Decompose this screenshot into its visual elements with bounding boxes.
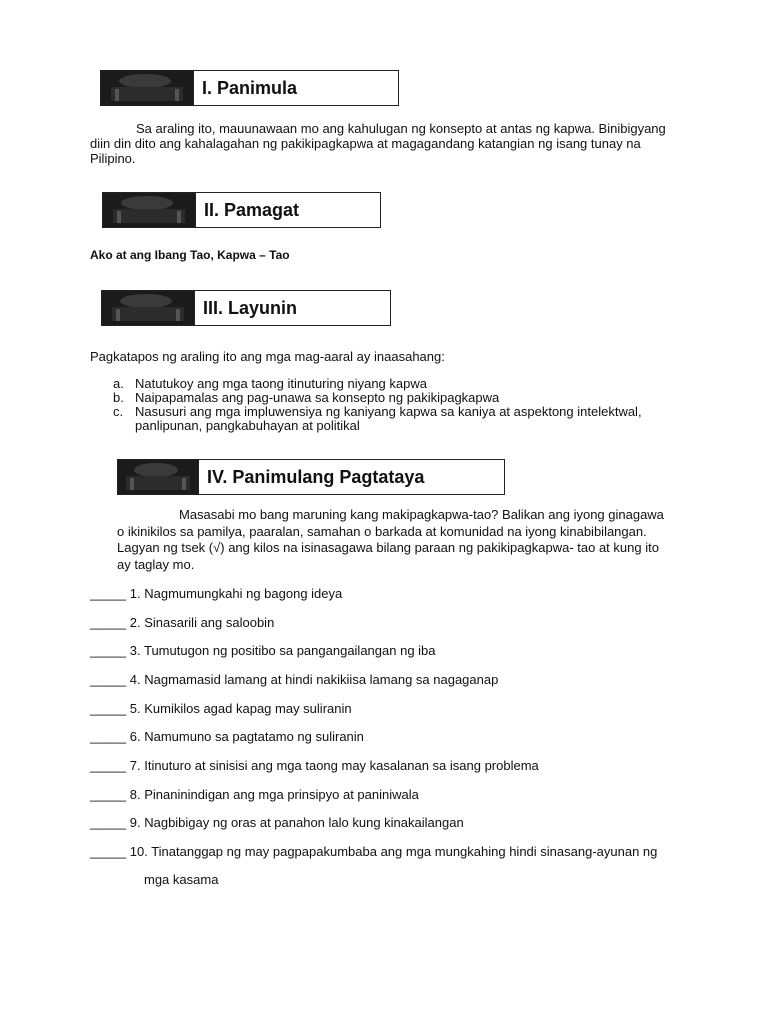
checklist-item: _____ 2. Sinasarili ang saloobin <box>90 615 275 630</box>
checklist-item-continuation: mga kasama <box>144 872 219 887</box>
header-decoration-image <box>118 460 199 494</box>
checklist-item: _____ 9. Nagbibigay ng oras at panahon lalo kung kinakailangan <box>90 815 464 830</box>
list-item <box>113 391 713 405</box>
paragraph-line: Masasabi mo bang maruning kang makipagkapwa-tao? Balikan ang iyong ginagawa <box>179 507 664 522</box>
checklist-item: _____ 1. Nagmumungkahi ng bagong ideya <box>90 586 343 601</box>
list-marker: c. <box>113 404 124 419</box>
checklist-item: _____ 7. Itinuturo at sinisisi ang mga taong may kasalanan sa isang problema <box>90 758 539 773</box>
section-title: III. Layunin <box>195 291 390 325</box>
header-decoration-image <box>101 71 194 105</box>
paragraph-line: o ikinikilos sa pamilya, paaralan, samahan o barkada at komunidad na iyong kinabibilangan. <box>117 523 647 539</box>
header-decoration-image <box>102 291 195 325</box>
header-decoration-image <box>103 193 196 227</box>
paragraph-line: diin din dito ang kahalagahan ng pakikipagkapwa at magagandang katangian ng isang tunay na <box>90 136 641 151</box>
layunin-list <box>113 377 713 433</box>
section-header-pamagat <box>102 192 381 228</box>
list-item <box>113 419 713 433</box>
checklist-item: _____ 3. Tumutugon ng positibo sa pangangailangan ng iba <box>90 643 436 658</box>
section-title: IV. Panimulang Pagtataya <box>199 460 504 494</box>
checklist-item: _____ 8. Pinaninindigan ang mga prinsipyo at paniniwala <box>90 787 419 802</box>
list-text: Nasusuri ang mga impluwensiya ng kaniyang kapwa sa kaniya at aspektong intelektwal, <box>135 404 642 419</box>
section-title: I. Panimula <box>194 71 398 105</box>
section-title: II. Pamagat <box>196 193 380 227</box>
list-marker <box>113 419 135 433</box>
list-text: Natutukoy ang mga taong itinuturing niyang kapwa <box>135 376 427 391</box>
list-text: panlipunan, pangkabuhayan at politikal <box>135 418 360 433</box>
checklist-item: _____ 4. Nagmamasid lamang at hindi nakikiisa lamang sa nagaganap <box>90 672 499 687</box>
paragraph-line: Lagyan ng tsek (√) ang kilos na isinasagawa bilang paraan ng pakikipagkapwa- tao at kung ito <box>117 540 659 555</box>
pamagat-title-text: Ako at ang Ibang Tao, Kapwa – Tao <box>90 248 290 262</box>
layunin-intro: Pagkatapos ng araling ito ang mga mag-aaral ay inaasahang: <box>90 349 445 364</box>
panimula-paragraph <box>90 121 730 166</box>
list-marker: a. <box>113 376 124 391</box>
checklist-item: _____ 5. Kumikilos agad kapag may suliranin <box>90 701 352 716</box>
pagtataya-paragraph <box>117 507 737 573</box>
list-item <box>113 377 713 391</box>
list-text: Naipapamalas ang pag-unawa sa konsepto ng pakikipagkapwa <box>135 390 500 405</box>
section-header-pagtataya <box>117 459 505 495</box>
list-marker: b. <box>113 390 124 405</box>
list-item <box>113 405 713 419</box>
section-header-panimula <box>100 70 399 106</box>
checklist-item: _____ 10. Tinatanggap ng may pagpapakumbaba ang mga mungkahing hindi sinasang-ayunan ng <box>90 844 658 859</box>
paragraph-line: Pilipino. <box>90 151 136 166</box>
paragraph-line: Sa araling ito, mauunawaan mo ang kahulugan ng konsepto at antas ng kapwa. Binibigyang <box>136 121 666 136</box>
checklist-item: _____ 6. Namumuno sa pagtatamo ng suliranin <box>90 729 364 744</box>
section-header-layunin <box>101 290 391 326</box>
paragraph-line: ay taglay mo. <box>117 556 195 572</box>
